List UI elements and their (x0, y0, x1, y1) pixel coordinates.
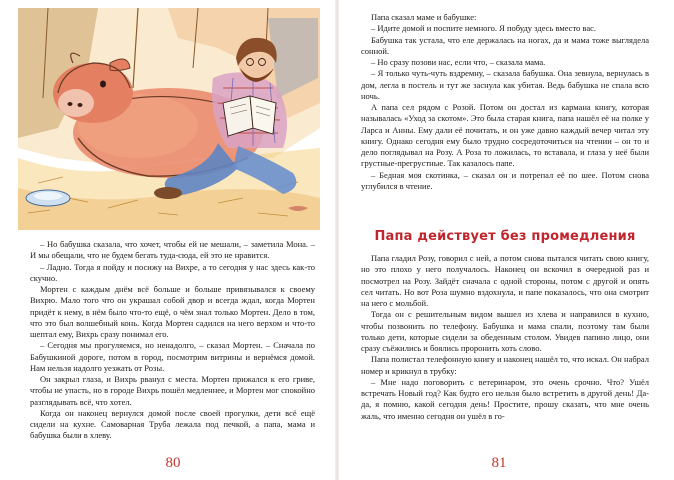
paragraph: – Ладно. Тогда я пойду и посижу на Вихре, а то сегодня у нас здесь как-то скучно. (30, 261, 315, 283)
paragraph: Папа гладил Розу, говорил с ней, а потом снова пытался читать свою книгу, но это плохо у него получалось. Наконец он вскочил в очередной раз и посмотрел на Розу. Зайдёт сначала с одной стороны, потом с другой и опять сел читать. Но вот Роза шумно вздохнула, и папе показалось, что она смотрит на него с мольбой. (361, 253, 649, 308)
paragraph: А папа сел рядом с Розой. Потом он достал из кармана книгу, которая называлась «Уход за скотом». Это была старая книга, папа нашёл её на полке у Ларса и Анны. Ему дали её почитать, и он уже давно каждый вечер читал эту книгу. Однако сегодня ему было трудно сосредоточиться на чтении – он то и дело поглядывал на Розу. А Роза то ложилась, то вставала, и глаза у неё были грустные-прегрустные. Так казалось папе. (361, 102, 649, 169)
right-page (337, 0, 674, 480)
paragraph: – Я только чуть-чуть вздремну, – сказала бабушка. Она зевнула, вернулась в дом, легла в постель и тут же заснула как убитая. Ведь бабушка не спала всю ночь. (361, 68, 649, 101)
paragraph: Мортен с каждым днём всё больше и больше привязывался к своему Вихрю. Мало того что он украшал собой двор и всегда ждал, когда Мортен придёт к нему, в нём было что-то ещё, о чём знал только Мортен. Дело в том, что это был волшебный конь. Когда Мортен садился на него верхом и что-то шептал ему, Вихрь сразу понимал его. (30, 284, 315, 339)
paragraph: – Но сразу позови нас, если что, – сказала мама. (371, 57, 546, 67)
paragraph: Папа сказал маме и бабушке: (371, 12, 477, 22)
left-page-text (30, 239, 315, 442)
right-page-text-top (361, 12, 649, 192)
paragraph: Тогда он с решительным видом вышел из хлева и направился в кухню, чтобы позвонить по телефону. Бабушка и мама спали, поэтому там были только дети, которые сидели за обеденным столом. Увидев папино лицо, они сразу съёжились и боялись проронить хоть слово. (361, 309, 649, 353)
page-number: 81 (491, 455, 507, 471)
page-number: 80 (165, 455, 181, 471)
paragraph: Он закрыл глаза, и Вихрь рванул с места. Мортен прижался к его гриве, чтобы не упасть, но в городе Вихрь пошёл медленнее, и Мортен мог спокойно разглядывать всё, что хотел. (30, 374, 315, 407)
paragraph: – Бедная моя скотинка, – сказал он и потрепал её по шее. Потом снова углубился в чтение. (361, 169, 649, 191)
paragraph: Когда он наконец вернулся домой после своей прогулки, дети всё ещё сидели на кухне. Самоварная Труба лежала под печкой, а папа, мама и бабушка были в хлеву. (30, 407, 315, 441)
paragraph: – Идите домой и поспите немного. Я побуду здесь вместо вас. (371, 23, 597, 34)
paragraph: – Но бабушка сказала, что хочет, чтобы ей не мешали, – заметила Мона. – И мы обещали, что не будем бегать туда-сюда, ей это не нравится. (30, 239, 315, 261)
paragraph: – Мне надо поговорить с ветеринаром, это очень срочно. Что? Ушёл встречать Новый год? Как будто его нельзя было встретить в другой день! Да-да, я помню, какой сегодня день! Простите, прошу сказать, что мне очень жаль, что именно сегодня он ушёл в го- (361, 376, 649, 421)
paragraph: Папа полистал телефонную книгу и наконец нашёл то, что искал. Он набрал номер и крикнул в трубку: (361, 354, 649, 376)
paragraph: Бабушка так устала, что еле держалась на ногах, да и мама тоже выглядела сонной. (361, 34, 649, 56)
right-page-text-bottom (361, 253, 649, 422)
illustration-dad-reading-by-cow (18, 8, 320, 230)
chapter-title: Папа действует без промедления (374, 229, 636, 244)
paragraph: – Сегодня мы прогуляемся, но ненадолго, – сказал Мортен. – Сначала по Бабушкиной дороге, потом в город, посмотрим витрины и вернёмся домой. Нам нельзя надолго уезжать от Розы. (30, 340, 315, 373)
